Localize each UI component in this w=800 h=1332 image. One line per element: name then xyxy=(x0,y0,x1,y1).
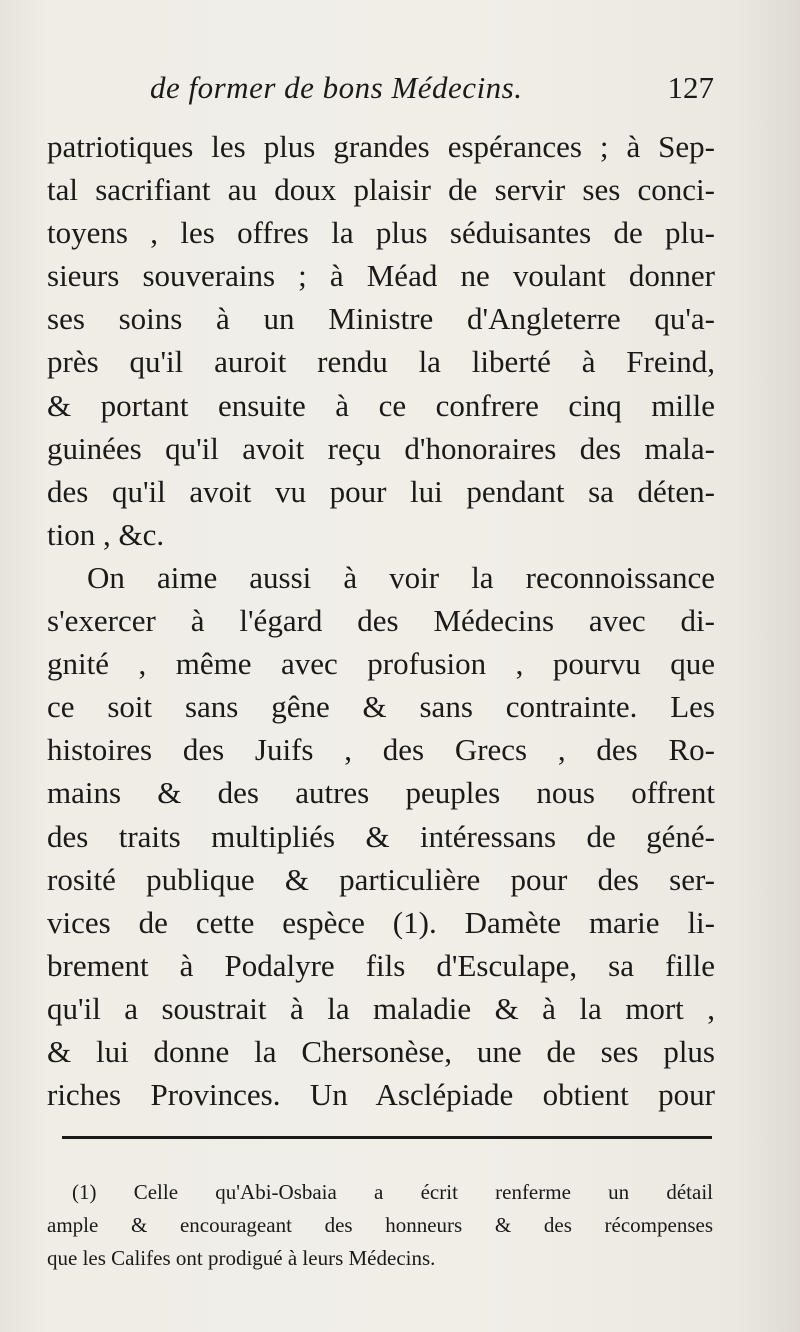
footnote-rule xyxy=(62,1136,712,1139)
text-line: rosité publique & particulière pour des ser- xyxy=(47,861,715,897)
paragraph-first-line: On aime aussi à voir la reconnoissance xyxy=(87,559,715,595)
text-line: tion , &c. xyxy=(47,516,165,552)
body-text xyxy=(47,125,715,1116)
text-line: brement à Podalyre fils d'Esculape, sa fille xyxy=(47,947,715,983)
text-line: tal sacrifiant au doux plaisir de servir ses conci- xyxy=(47,172,715,208)
text-line: patriotiques les plus grandes espérances ; à Sep- xyxy=(47,129,715,164)
text-line: qu'il a soustrait à la maladie & à la mort , xyxy=(47,990,715,1026)
text-line: toyens , les offres la plus séduisantes de plu- xyxy=(47,215,715,251)
text-line: sieurs souverains ; à Méad ne voulant donner xyxy=(47,258,715,294)
footnote-line: que les Califes ont prodigué à leurs Médecins. xyxy=(47,1246,436,1270)
text-line: ce soit sans gêne & sans contrainte. Les xyxy=(47,689,715,725)
page-number: 127 xyxy=(667,70,714,105)
text-line: gnité , même avec profusion , pourvu que xyxy=(47,646,715,682)
footnote-line: ample & encourageant des honneurs & des récompenses xyxy=(47,1213,713,1237)
text-line: guinées qu'il avoit reçu d'honoraires des mala- xyxy=(47,430,715,466)
text-line: s'exercer à l'égard des Médecins avec di- xyxy=(47,603,715,639)
text-line: des qu'il avoit vu pour lui pendant sa déten- xyxy=(47,473,715,509)
text-line: histoires des Juifs , des Grecs , des Ro- xyxy=(47,732,715,768)
text-line: mains & des autres peuples nous offrent xyxy=(47,775,715,811)
text-line: des traits multipliés & intéressans de géné- xyxy=(47,818,715,854)
footnote-line: (1) Celle qu'Abi-Osbaia a écrit renferme un détail xyxy=(72,1180,713,1204)
text-line: ses soins à un Ministre d'Angleterre qu'a- xyxy=(47,301,715,337)
page-header xyxy=(150,70,720,110)
text-line: près qu'il auroit rendu la liberté à Freind, xyxy=(47,344,715,380)
text-line: & portant ensuite à ce confrere cinq mille xyxy=(47,387,715,423)
text-line: riches Provinces. Un Asclépiade obtient pour xyxy=(47,1077,715,1113)
text-line: & lui donne la Chersonèse, une de ses plus xyxy=(47,1033,715,1069)
text-line: vices de cette espèce (1). Damète marie li- xyxy=(47,904,715,940)
running-head: de former de bons Médecins. xyxy=(150,70,523,105)
footnote xyxy=(47,1176,713,1275)
